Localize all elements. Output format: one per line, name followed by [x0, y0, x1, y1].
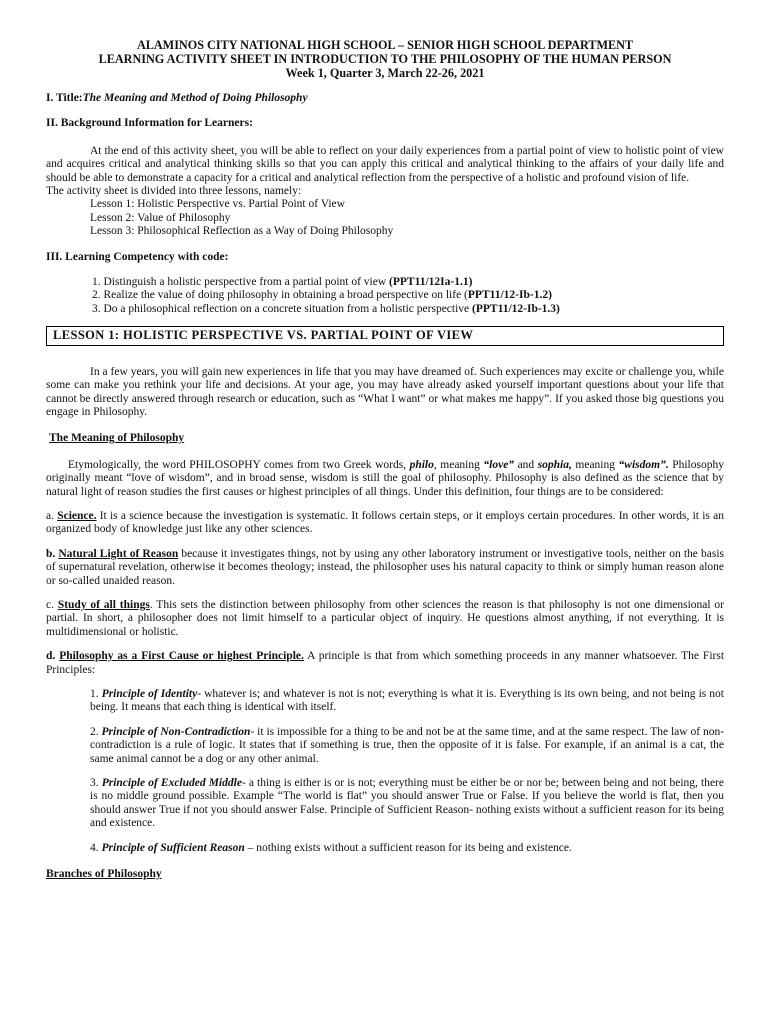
competency-heading: III. Learning Competency with code: — [46, 250, 229, 263]
competency-code: (PPT11/12-Ib-1.3) — [472, 302, 560, 315]
item-prefix: a. — [46, 509, 58, 522]
header-line-1: ALAMINOS CITY NATIONAL HIGH SCHOOL – SENIOR HIGH SCHOOL DEPARTMENT — [136, 38, 634, 52]
wisdom-term: “wisdom”. — [618, 458, 669, 471]
competency-item — [92, 303, 724, 316]
sophia-term: sophia, — [537, 458, 572, 471]
principle-number: 1. — [90, 688, 102, 700]
principle-text: - a thing is either is or is not; everything must be either be or nor be; between being and not being, there is no middle ground possible. Example “The world is flat” you should answer True or False. If you believe the world is flat, then you should answer True if not you should answer False. Principle of Sufficient Reason- nothing exists without a sufficient reason for its being and existence. — [90, 777, 724, 830]
principle-name: Principle of Excluded Middle — [101, 777, 242, 790]
item-term: Philosophy as a First Cause or highest Principle. — [59, 650, 304, 663]
etymology-paragraph — [46, 459, 724, 499]
principle-number: 4. — [90, 841, 102, 854]
principle-number: 3. — [90, 777, 102, 790]
lessons-list-item: Lesson 2: Value of Philosophy — [90, 211, 231, 224]
title-label: I. Title: — [46, 92, 83, 104]
item-text: A principle is that from which something proceeds in any manner whatsoever. The First Principles: — [46, 650, 725, 676]
lessons-list-item: Lesson 3: Philosophical Reflection as a Way of Doing Philosophy — [90, 225, 394, 238]
principle-name: Principle of Identity — [101, 688, 198, 700]
competency-item — [92, 276, 724, 289]
competency-text: 1. Distinguish a holistic perspective from a partial point of view — [92, 276, 390, 289]
principle-text: - whatever is; and whatever is not is not; everything is what it is. Everything is its own being, and not being is not being. It means that each thing is identical with itself. — [90, 688, 724, 714]
principle-text: - it is impossible for a thing to be and not be at the same time, and at the same respect. The law of non-contradiction is a rule of logic. It states that if something is true, then the opposite of it is false. For example, if an animal is a cat, the same animal cannot be a dog or any other animal. — [90, 725, 725, 765]
etym-text: meaning — [571, 458, 619, 471]
etym-text: and — [514, 458, 538, 471]
background-divided: The activity sheet is divided into three lessons, namely: — [46, 185, 302, 198]
lessons-list-item: Lesson 1: Holistic Perspective vs. Partial Point of View — [90, 198, 345, 211]
competency-text: 3. Do a philosophical reflection on a concrete situation from a holistic perspective — [92, 302, 473, 315]
item-b — [46, 548, 724, 588]
item-prefix: d. — [46, 650, 60, 663]
item-term: Science. — [57, 509, 97, 522]
header-line-2: LEARNING ACTIVITY SHEET IN INTRODUCTION TO THE PHILOSOPHY OF THE HUMAN PERSON — [98, 52, 672, 66]
item-prefix: b. — [46, 547, 59, 560]
principle-item — [46, 842, 724, 855]
background-heading: II. Background Information for Learners: — [46, 117, 253, 130]
item-term: Natural Light of Reason — [58, 547, 179, 560]
item-text: It is a science because the investigation is systematic. It follows certain steps, or it employs certain procedures. In other words, it is an organized body of knowledge just like any other sciences. — [46, 509, 724, 536]
competency-code: (PPT11/12Ia-1.1) — [389, 276, 473, 289]
background-paragraph: At the end of this activity sheet, you will be able to reflect on your daily experiences from a partial point of view to holistic point of view and acquires critical and analytical thinking skills so that you can apply this critical and analytical thinking to the affairs of your daily life and should be able to demonstrate a capacity for a critical and analytical reflection from the perspective of a holistic and profound vision of life. — [46, 144, 724, 184]
principle-item — [46, 726, 724, 766]
lesson1-intro: In a few years, you will gain new experiences in life that you may have dreamed of. Such experiences may excite or challenge you, while some can make you rethink your life and decisions. At your age, you may have already asked yourself important questions about your life that cannot be directly answered through research or education, such as “What I want” or what makes me happy”. If you asked those big questions you engage in Philosophy. — [46, 365, 724, 418]
branches-heading: Branches of Philosophy — [46, 868, 162, 881]
competency-code: PPT11/12-Ib-1.2) — [467, 289, 552, 302]
title-text: The Meaning and Method of Doing Philosophy — [82, 92, 308, 104]
item-text: . This sets the distinction between philosophy from other sciences the reason is that philosophy is not one dimensional or partial. In short, a philosopher does not limit himself to a particular object of inquiry. He questions almost anything, if not everything. It is multidimensional or holistic. — [46, 598, 724, 638]
competency-item — [92, 289, 724, 302]
principle-name: Principle of Non-Contradiction — [101, 725, 251, 738]
principle-number: 2. — [90, 725, 102, 738]
principle-item — [46, 688, 724, 715]
item-a — [46, 510, 724, 537]
lessons-list — [46, 198, 724, 238]
etym-text: Philosophy originally meant “love of wisdom”, and in broad sense, wisdom is still the goal of philosophy. Philosophy is also defined as the science that by natural light of reason studies the first causes or highest principles of all things. Under this definition, four things are to be considered: — [46, 458, 724, 498]
item-prefix: c. — [46, 598, 58, 611]
competency-list — [46, 276, 724, 316]
item-text: because it investigates things, not by using any other laboratory instrument or investigative tools, neither on the basis of supernatural revelation, otherwise it becomes theology; instead, the philosopher uses his natural capacity to think or simply human reason alone or so-called unaided reason. — [46, 547, 724, 587]
meaning-heading: The Meaning of Philosophy — [49, 432, 185, 445]
competency-text: 2. Realize the value of doing philosophy in obtaining a broad perspective on life ( — [92, 289, 468, 302]
principle-text: – nothing exists without a sufficient reason for its being and existence. — [244, 841, 572, 854]
love-term: “love” — [483, 458, 515, 471]
principle-name: Principle of Sufficient Reason — [101, 841, 245, 854]
item-d — [46, 650, 724, 677]
school-header — [46, 38, 724, 80]
title-section — [46, 92, 724, 105]
etym-text: , meaning — [433, 458, 484, 471]
lesson1-title-box: LESSON 1: HOLISTIC PERSPECTIVE VS. PARTIAL POINT OF VIEW — [46, 326, 724, 345]
item-c — [46, 599, 724, 639]
etym-text: Etymologically, the word PHILOSOPHY comes from two Greek words, — [68, 458, 410, 471]
philo-term: philo — [409, 458, 434, 471]
header-line-3: Week 1, Quarter 3, March 22-26, 2021 — [285, 66, 485, 80]
principle-item — [46, 777, 724, 831]
item-term: Study of all things — [57, 598, 150, 611]
